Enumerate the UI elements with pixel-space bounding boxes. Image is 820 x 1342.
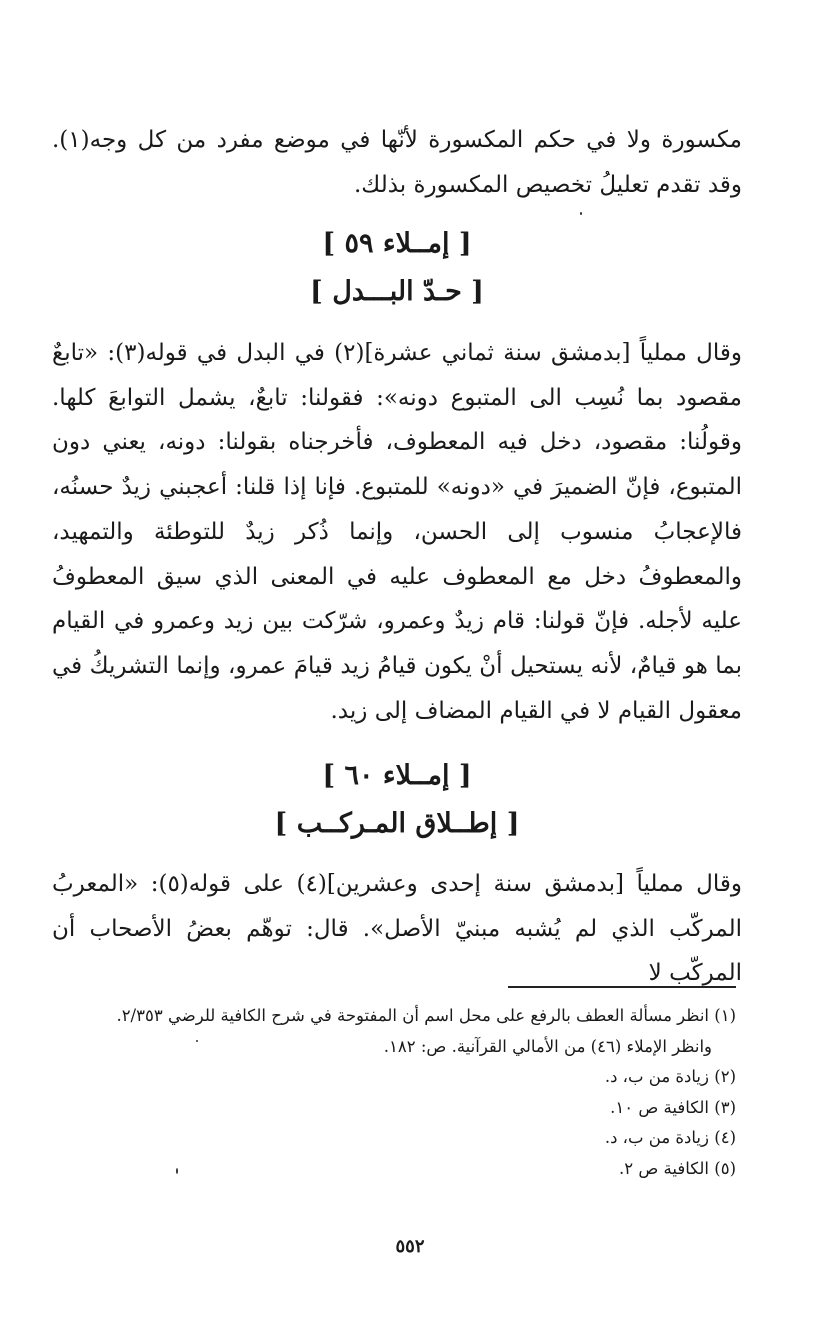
scan-speck [176,1168,178,1174]
imla-59-subheading: [ حـدّ البـــدل ] [310,276,484,307]
imla-60-body [52,862,742,996]
footnote-5: (٥) الكافية ص ٢. [618,1158,736,1178]
imla-59-body [52,331,742,733]
footnote-1: (١) انظر مسألة العطف بالرفع على محل اسم أن المفتوحة في شرح الكافية للرضي ٢/٣٥٣. [116,1006,736,1025]
imla-59-heading: [ إمــلاء ٥٩ ] [322,228,472,259]
imla-60-heading: [ إمــلاء ٦٠ ] [322,760,472,791]
footnote-2: (٢) زيادة من ب، د. [604,1067,736,1086]
scan-speck [196,1040,198,1042]
footnote-3: (٣) الكافية ص ١٠. [610,1097,736,1117]
imla-60-section [52,752,742,848]
intro-paragraph: مكسورة ولا في حكم المكسورة لأنّها في موضع مفرد من كل وجه(١). وقد تقدم تعليلُ تخصيص المكسورة بذلك. [52,127,742,198]
imla-59-section [52,220,742,316]
footnote-1-continuation: وانظر الإملاء (٤٦) من الأمالي القرآنية. ص: ١٨٢. [383,1036,712,1056]
imla-60-paragraph: وقال مملياً [بدمشق سنة إحدى وعشرين](٤) على قوله(٥): «المعربُ المركّب الذي لم يُشبه مبنيّ الأصل». قال: توهّم بعضُ الأصحاب أن المركّب لا [52,871,742,987]
footnote-divider [508,986,736,988]
imla-60-subheading: [ إطــلاق المـركــب ] [274,808,520,839]
footnote-4: (٤) زيادة من ب، د. [604,1128,736,1147]
page-number: ٥٥٢ [395,1236,425,1257]
footnotes [40,1001,736,1184]
imla-59-paragraph: وقال مملياً [بدمشق سنة ثماني عشرة](٢) في البدل في قوله(٣): «تابعٌ مقصود بما نُسِب الى المتبوع دونه»: فقولنا: تابعٌ، يشمل التوابعَ كلها. وقولُنا: مقصود، دخل فيه المعطوف، فأخرجناه بقولنا: دونه، يعني دون المتبوع، فإنّ الضميرَ في «دونه» للمتبوع. فإنا إذا قلنا: أعجبني زيدٌ حسنُه، فالإعجابُ منسوب إلى الحسن، وإنما ذُكر زيدٌ للتوطئة والتمهيد، والمعطوفُ دخل مع المعطوف عليه في المعنى الذي سيق المعطوفُ عليه لأجله. فإنّ قولنا: قام زيدٌ وعمرو، شرّكت بين زيد وعمرو في القيام بما هو قيامٌ، لأنه يستحيل أنْ يكون قيامُ زيد قيامَ عمرو، وإنما التشريكُ في معقول القيام لا في القيام المضاف إلى زيد. [52,340,742,724]
intro-section [52,118,742,207]
scan-speck [580,212,582,215]
